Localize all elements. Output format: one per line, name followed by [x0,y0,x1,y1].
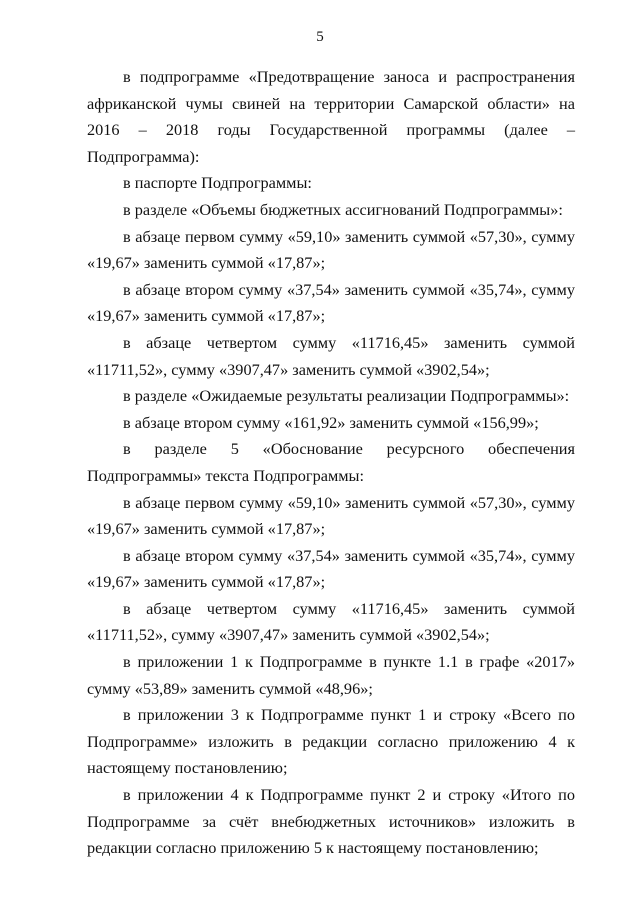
paragraph-expected-results-section: в разделе «Ожидаемые результаты реализации Подпрограммы»: [123,386,570,406]
paragraph-section5-first-abzac: в абзаце первом сумму «59,10» заменить суммой «57,30», сумму «19,67» заменить суммой «17,87»; [87,492,575,539]
document-body [87,64,575,862]
paragraph-passport: в паспорте Подпрограммы: [123,173,312,193]
paragraph-passport-second-abzac: в абзаце втором сумму «37,54» заменить суммой «35,74», сумму «19,67» заменить суммой «17,87»; [87,279,575,326]
paragraph-section-5: в разделе 5 «Обоснование ресурсного обеспечения Подпрограммы» текста Подпрограммы: [87,439,575,485]
paragraph-expected-results-second-abzac: в абзаце втором сумму «161,92» заменить суммой «156,99»; [123,412,539,432]
paragraph-appendix-1: в приложении 1 к Подпрограмме в пункте 1.1 в графе «2017» сумму «53,89» заменить суммой «48,96»; [87,652,575,698]
page-number: 5 [316,29,324,45]
paragraph-subprogram-intro: в подпрограмме «Предотвращение заноса и распространения африканской чумы свиней на территории Самарской области» на 2016 – 2018 годы Государственной программы (далее – Подпрограмма): [87,67,575,166]
paragraph-appendix-4: в приложении 4 к Подпрограмме пункт 2 и строку «Итого по Подпрограмме за счёт внебюджетных источников» изложить в редакции согласно приложению 5 к настоящему постановлению; [87,785,575,858]
paragraph-budget-section: в разделе «Объемы бюджетных ассигнований Подпрограммы»: [123,199,563,219]
paragraph-passport-first-abzac: в абзаце первом сумму «59,10» заменить суммой «57,30», сумму «19,67» заменить суммой «17,87»; [87,226,575,273]
paragraph-appendix-3: в приложении 3 к Подпрограмме пункт 1 и строку «Всего по Подпрограмме» изложить в редакции согласно приложению 4 к настоящему постановлению; [87,705,575,778]
paragraph-section5-fourth-abzac: в абзаце четвертом сумму «11716,45» заменить суммой «11711,52», сумму «3907,47» заменить суммой «3902,54»; [87,598,575,645]
paragraph-section5-second-abzac: в абзаце втором сумму «37,54» заменить суммой «35,74», сумму «19,67» заменить суммой «17,87»; [87,545,575,592]
paragraph-passport-fourth-abzac: в абзаце четвертом сумму «11716,45» заменить суммой «11711,52», сумму «3907,47» заменить суммой «3902,54»; [87,332,575,379]
